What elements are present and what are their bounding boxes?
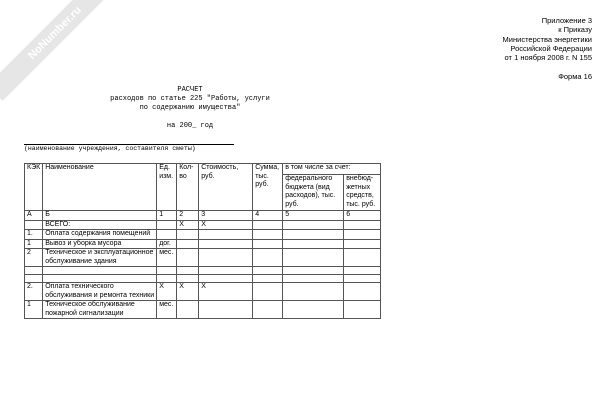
- title-line: по содержанию имущества": [139, 104, 241, 112]
- table-cell: [253, 249, 283, 267]
- table-cell: дог.: [157, 239, 177, 249]
- table-cell: [253, 283, 283, 301]
- table-cell: 2: [25, 249, 43, 267]
- appendix-header: [503, 16, 592, 82]
- table-cell: [157, 267, 177, 275]
- table-cell: Техническое обслуживание пожарной сигнализации: [43, 301, 157, 319]
- table-row: [25, 239, 381, 249]
- header-qty: Кол-во: [177, 164, 199, 211]
- table-row: [25, 249, 381, 267]
- table-cell: 3: [199, 211, 253, 221]
- table-cell: [283, 267, 344, 275]
- table-cell: [199, 275, 253, 283]
- table-cell: [344, 230, 381, 240]
- table-cell: [199, 230, 253, 240]
- table-cell: [344, 283, 381, 301]
- table-cell: [157, 220, 177, 230]
- table-cell: мес.: [157, 249, 177, 267]
- table-cell: 1: [25, 239, 43, 249]
- table-cell: [283, 301, 344, 319]
- table-cell: [253, 220, 283, 230]
- table-cell: 4: [253, 211, 283, 221]
- header-extrabudget: внебюд-жетных средств, тыс. руб.: [344, 175, 381, 211]
- table-cell: 2.: [25, 283, 43, 301]
- table-cell: Б: [43, 211, 157, 221]
- table-cell: Х: [157, 283, 177, 301]
- table-cell: ВСЕГО:: [43, 220, 157, 230]
- table-cell: [344, 220, 381, 230]
- title-line: расходов по статье 225 "Работы, услуги: [110, 95, 270, 103]
- appendix-line: от 1 ноября 2008 г. N 155: [504, 53, 592, 63]
- table-cell: 1: [157, 211, 177, 221]
- table-cell: [199, 301, 253, 319]
- table-cell: [199, 239, 253, 249]
- form-number: Форма 16: [558, 72, 592, 82]
- table-cell: [25, 220, 43, 230]
- table-cell: [177, 275, 199, 283]
- title-line: РАСЧЕТ: [177, 86, 203, 94]
- table-cell: [177, 230, 199, 240]
- table-cell: [283, 249, 344, 267]
- table-cell: 1: [25, 301, 43, 319]
- table-cell: [199, 249, 253, 267]
- header-cost: Стоимость, руб.: [199, 164, 253, 211]
- header-kek: КЭК: [25, 164, 43, 211]
- table-row: [25, 230, 381, 240]
- table-cell: Х: [199, 220, 253, 230]
- table-cell: Вывоз и уборка мусора: [43, 239, 157, 249]
- table-cell: [283, 230, 344, 240]
- table-row: [25, 211, 381, 221]
- table-cell: [157, 275, 177, 283]
- table-cell: [43, 267, 157, 275]
- appendix-line: к Приказу: [558, 25, 592, 35]
- table-cell: 6: [344, 211, 381, 221]
- table-cell: [177, 239, 199, 249]
- table-cell: 5: [283, 211, 344, 221]
- year-line: на 200_ год: [166, 122, 214, 130]
- header-incl: в том числе за счет:: [283, 164, 381, 175]
- appendix-line: Российской Федерации: [510, 43, 592, 53]
- table-cell: [177, 301, 199, 319]
- document-title: [90, 86, 290, 113]
- table-cell: 2: [177, 211, 199, 221]
- table-row: [25, 220, 381, 230]
- table-cell: Х: [177, 220, 199, 230]
- org-caption: (наименование учреждения, составителя сметы): [24, 145, 196, 152]
- table-cell: Техническое и эксплуатационное обслуживание здания: [43, 249, 157, 267]
- table-cell: [344, 239, 381, 249]
- table-cell: [25, 267, 43, 275]
- table-cell: [177, 249, 199, 267]
- table-cell: [199, 267, 253, 275]
- header-sum: Сумма, тыс. руб.: [253, 164, 283, 211]
- table-cell: [157, 230, 177, 240]
- table-cell: А: [25, 211, 43, 221]
- header-unit: Ед. изм.: [157, 164, 177, 211]
- table-cell: [283, 220, 344, 230]
- header-federal: федерального бюджета (вид расходов), тыс. руб.: [283, 175, 344, 211]
- table-row: [25, 283, 381, 301]
- table-cell: мес.: [157, 301, 177, 319]
- table-cell: [43, 275, 157, 283]
- table-row: [25, 267, 381, 275]
- table-cell: [253, 230, 283, 240]
- table-cell: [283, 275, 344, 283]
- table-cell: [253, 239, 283, 249]
- table-cell: Оплата содержания помещений: [43, 230, 157, 240]
- table-cell: Оплата технического обслуживания и ремонта техники: [43, 283, 157, 301]
- table-cell: [283, 283, 344, 301]
- table-cell: [344, 267, 381, 275]
- table-cell: [253, 267, 283, 275]
- table-cell: [25, 275, 43, 283]
- table-cell: [253, 301, 283, 319]
- appendix-line: Министерства энергетики: [502, 34, 592, 44]
- expense-table: [24, 163, 381, 319]
- watermark: NoNumber.ru: [0, 0, 123, 101]
- table-cell: [177, 267, 199, 275]
- table-cell: Х: [199, 283, 253, 301]
- table-cell: [253, 275, 283, 283]
- header-name: Наименование: [43, 164, 157, 211]
- table-cell: [283, 239, 344, 249]
- table-cell: Х: [177, 283, 199, 301]
- table-row: [25, 275, 381, 283]
- table-cell: [344, 301, 381, 319]
- table-row: [25, 301, 381, 319]
- table-cell: [344, 249, 381, 267]
- table-cell: [344, 275, 381, 283]
- appendix-line: Приложение 3: [541, 16, 592, 25]
- table-cell: 1.: [25, 230, 43, 240]
